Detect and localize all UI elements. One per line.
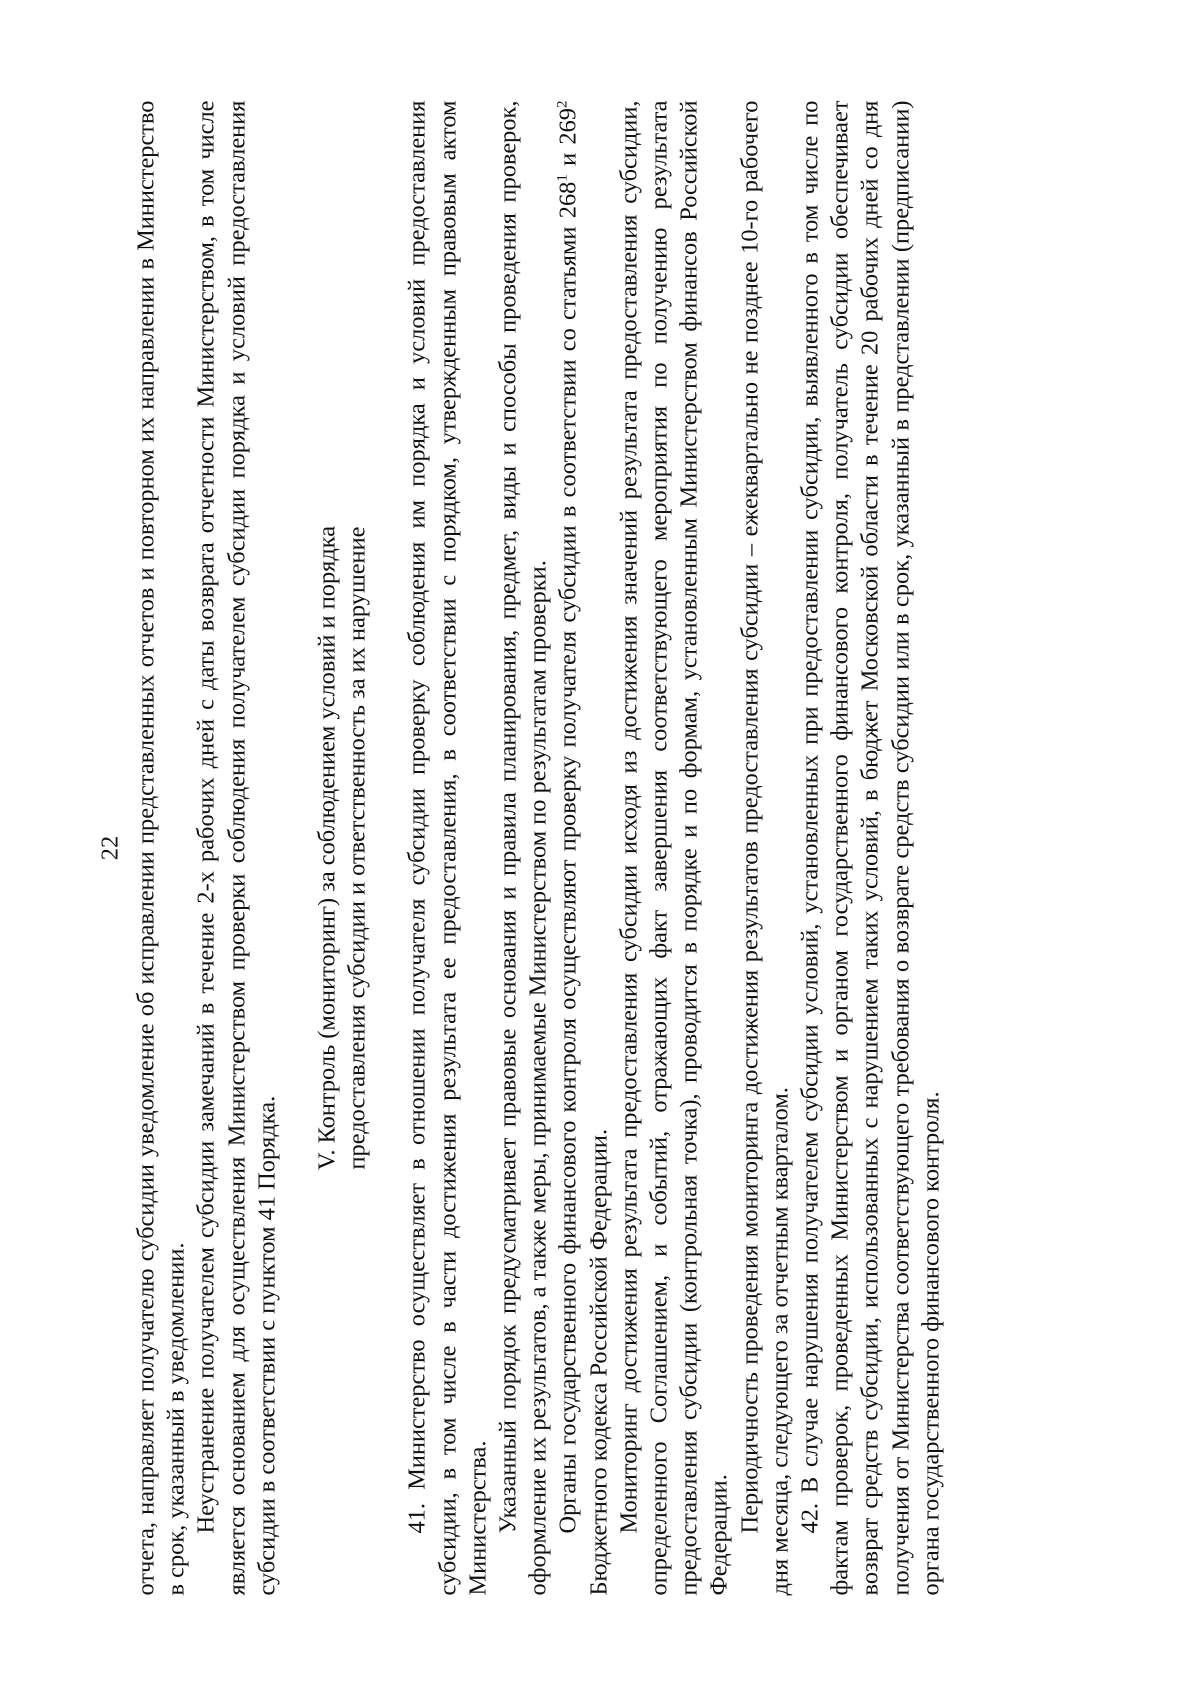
page-number: 22 xyxy=(96,835,124,861)
document-body xyxy=(132,101,947,1596)
text-fragment: и 269 xyxy=(554,108,582,175)
section-heading-line: предоставления субсидии и ответственность за их нарушение xyxy=(343,526,371,1170)
paragraph: 41. Министерство осуществляет в отношении получателя субсидии проверку соблюдения им порядка и условий предоставления субсидии, в том числе в части достижения результата ее предоставления, в соответствии с порядком, утвержденным правовым актом Министерства. xyxy=(403,100,492,1596)
paragraph xyxy=(554,101,614,1596)
text-fragment: Органы государственного финансового контроля осуществляют проверку получателя субсидии в соответствии со статьями 268 xyxy=(554,181,582,1534)
paragraph: Неустранение получателем субсидии замечаний в течение 2-х рабочих дней с даты возврата отчетности Министерством, в том числе является основанием для осуществления Министерством проверки соблюдения получателем субсидии порядка и условий предоставления субсидии в соответствии с пунктом 41 Порядка. xyxy=(192,100,281,1596)
paragraph: Периодичность проведения мониторинга достижения результатов предоставления субсидии – ежеквартально не позднее 10-го рабочего дня месяца, следующего за отчетным кварталом. xyxy=(736,100,794,1596)
section-heading-line: V. Контроль (мониторинг) за соблюдением условий и порядка xyxy=(313,525,341,1171)
paragraph: Мониторинг достижения результата предоставления субсидии исходя из достижения значений результата предоставления субсидии, определенного Соглашением, и событий, отражающих факт завершения соответствующего мероприятия по получению результата предоставления субсидии (контрольная точка), проводится в порядке и по формам, установленным Министерством финансов Российской Федерации. xyxy=(615,100,733,1596)
superscript: 1 xyxy=(554,174,571,182)
paragraph: 42. В случае нарушения получателем субсидии условий, установленных при предоставлении субсидии, выявленного в том числе по фактам проверок, проведенных Министерством и органом государственного финансового контроля, получатель субсидии обеспечивает возврат средств субсидии, использованных с нарушением таких условий, в бюджет Московской области в течение 20 рабочих дней со дня получения от Министерства соответствующего требования о возврате средств субсидии или в срок, указанный в представлении (предписании) органа государственного финансового контроля. xyxy=(796,100,945,1596)
text-fragment: Бюджетного кодекса Российской Федерации. xyxy=(585,1128,613,1596)
rotated-text-block xyxy=(96,101,1106,1596)
superscript: 2 xyxy=(554,100,571,108)
paragraph: Указанный порядок предусматривает правовые основания и правила планирования, предмет, виды и способы проведения проверок, оформление их результатов, а также меры, принимаемые Министерством по результатам проверки. xyxy=(494,100,552,1596)
paragraph: отчета, направляет получателю субсидии уведомление об исправлении представленных отчетов и повторном их направлении в Министерство в срок, указанный в уведомлении. xyxy=(132,100,190,1596)
